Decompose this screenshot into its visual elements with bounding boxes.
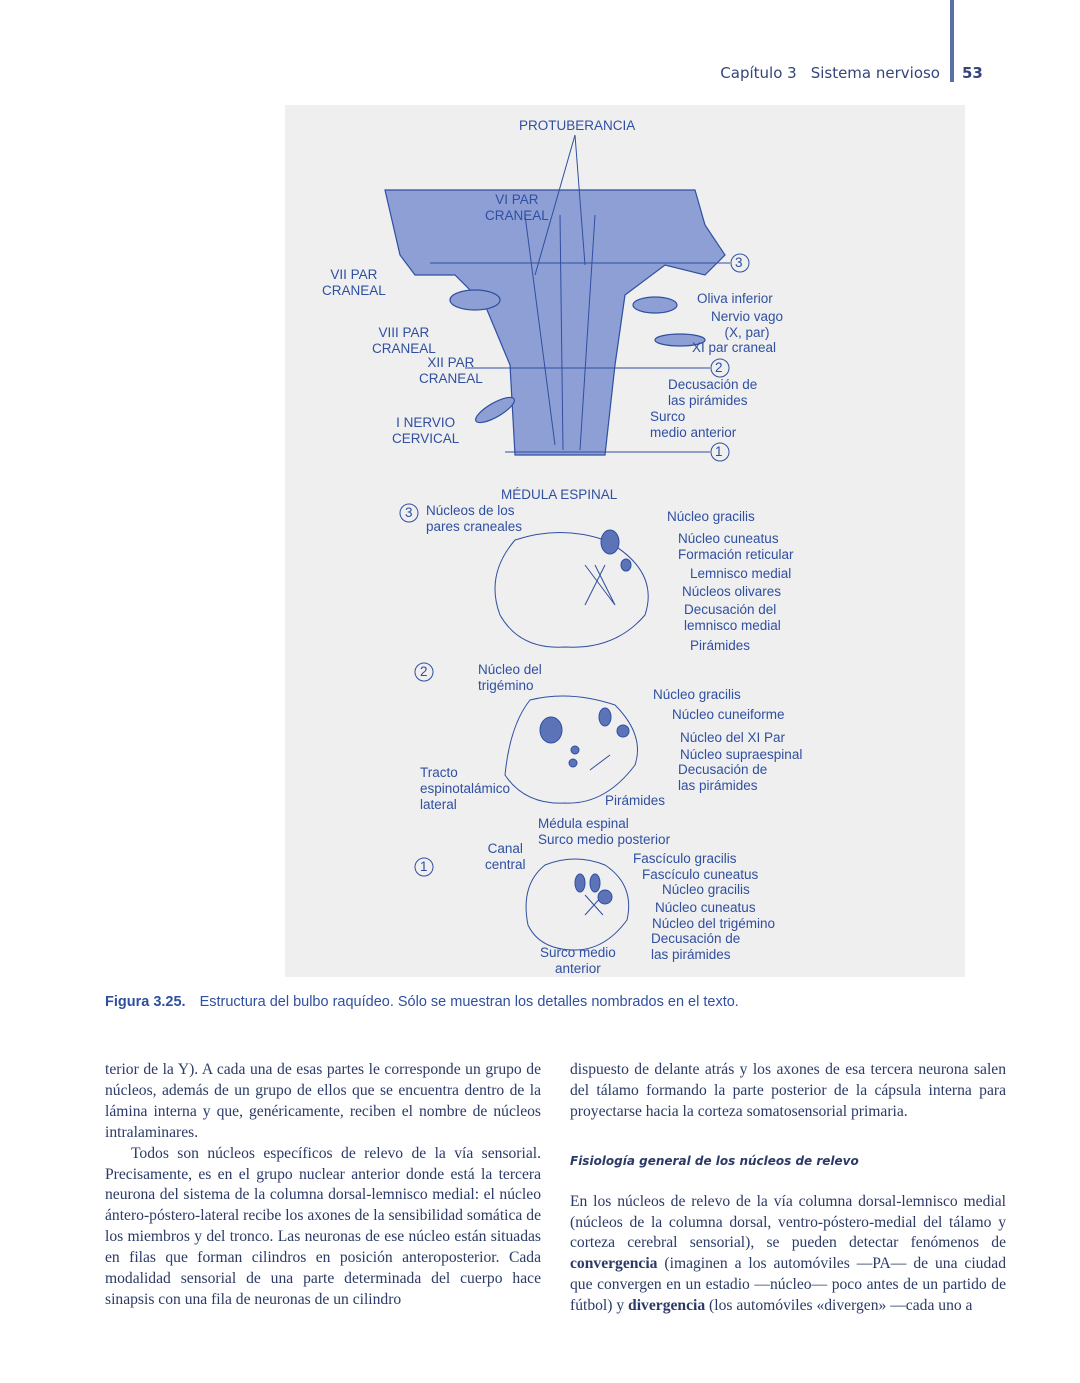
label-s3-gracilis: Núcleo gracilis bbox=[667, 509, 755, 524]
label-s2-supra: Núcleo supraespinal bbox=[680, 747, 803, 762]
section-heading: Fisiología general de los núcleos de relevo bbox=[570, 1153, 859, 1168]
label-s1-surco: Surco medio anterior bbox=[540, 945, 616, 976]
paragraph: dispuesto de delante atrás y los axones de esa tercera neurona salen del tálamo formando la parte posterior de la cápsula interna para proyectarse hacia la corteza somatosensorial primaria. bbox=[570, 1061, 1006, 1120]
term-convergencia: convergencia bbox=[570, 1255, 658, 1273]
section-1-marker: 1 bbox=[420, 859, 428, 874]
label-s2-piramides: Pirámides bbox=[605, 793, 666, 808]
label-s2-tracto: Tracto espinotalámico lateral bbox=[420, 765, 511, 812]
page-number: 53 bbox=[962, 64, 983, 82]
label-oliva-inferior: Oliva inferior bbox=[697, 291, 773, 306]
label-s1-ngracilis: Núcleo gracilis bbox=[662, 882, 750, 897]
label-s2-xi: Núcleo del XI Par bbox=[680, 730, 786, 745]
label-s1-medula: Médula espinal Surco medio posterior bbox=[538, 816, 671, 847]
label-s2-trigemino: Núcleo del trigémino bbox=[478, 662, 542, 693]
caption-label: Figura 3.25. bbox=[105, 994, 186, 1010]
label-i-nervio-cervical: I NERVIO CERVICAL bbox=[392, 415, 460, 446]
paragraph: terior de la Y). A cada una de esas partes le corresponde un grupo de núcleos, además de un grupo de ellos que se encuentra dentro de la lámina interna y que, genéricamente, reciben el nombre de núcleos intralaminares. bbox=[105, 1061, 541, 1141]
figure-medulla-oblongata bbox=[285, 105, 965, 977]
marker-1: 1 bbox=[715, 444, 723, 459]
label-xii-par: XII PAR CRANEAL bbox=[419, 355, 483, 386]
label-decusacion: Decusación de las pirámides bbox=[668, 377, 758, 408]
figure-caption bbox=[105, 994, 739, 1010]
label-s3-olivares: Núcleos olivares bbox=[682, 584, 782, 599]
label-s3-piramides: Pirámides bbox=[690, 638, 751, 653]
label-s3-formacion: Formación reticular bbox=[678, 547, 794, 562]
label-medula-espinal: MÉDULA ESPINAL bbox=[501, 487, 618, 502]
paragraph bbox=[570, 1192, 1006, 1317]
right-column bbox=[570, 1060, 1006, 1317]
label-s3-cuneatus: Núcleo cuneatus bbox=[678, 531, 779, 546]
label-viii-par: VIII PAR CRANEAL bbox=[372, 325, 436, 356]
caption-text: Estructura del bulbo raquídeo. Sólo se muestran los detalles nombrados en el texto. bbox=[199, 994, 739, 1010]
label-xi-par: XI par craneal bbox=[692, 340, 777, 355]
label-s2-gracilis: Núcleo gracilis bbox=[653, 687, 741, 702]
section-2-marker: 2 bbox=[420, 664, 428, 679]
text-run: En los núcleos de relevo de la vía columna dorsal-lemnisco medial (núcleos de la columna dorsal, ventro-póstero-medial del tálamo y corteza cerebral sensorial), se pueden detectar fenómenos de bbox=[570, 1192, 1006, 1252]
paragraph: Todos son núcleos específicos de relevo de la vía sensorial. Precisamente, es en el grupo nuclear anterior donde está la tercera neurona del sistema de la columna dorsal-lemnisco medial: el núcleo ántero-póstero-lateral recibe los axones de la sensibilidad somática de los miembros y del tronco. Las neuronas de ese núcleo están situadas en filas que forman cilindros en posición anteroposterior. Cada modalidad sensorial de una parte determinada del cuerpo hace sinapsis con una fila de neuronas de un cilindro bbox=[105, 1144, 541, 1308]
label-vii-par: VII PAR CRANEAL bbox=[322, 267, 386, 298]
label-s3-lemnisco: Lemnisco medial bbox=[690, 566, 792, 581]
marker-3: 3 bbox=[735, 255, 743, 270]
text-run: (imaginen a los automóviles —PA— de una ciudad que convergen en un estadio —núcleo— poco antes de un partido de fútbol) y bbox=[570, 1255, 1006, 1315]
label-s3-decus: Decusación del lemnisco medial bbox=[684, 602, 781, 633]
label-s1-ncuneatus: Núcleo cuneatus bbox=[655, 900, 756, 915]
label-s1-fcuneatus: Fascículo cuneatus bbox=[642, 867, 759, 882]
label-s1-trigemino: Núcleo del trigémino bbox=[652, 916, 776, 931]
section-3-marker: 3 bbox=[405, 505, 413, 520]
label-s1-decus: Decusación de las pirámides bbox=[651, 931, 741, 962]
label-nervio-vago: Nervio vago (X, par) bbox=[711, 309, 784, 340]
label-surco: Surco medio anterior bbox=[650, 409, 737, 440]
term-divergencia: divergencia bbox=[628, 1297, 706, 1315]
left-column bbox=[105, 1060, 541, 1311]
label-s2-cuneiforme: Núcleo cuneiforme bbox=[672, 707, 785, 722]
label-nucleos-pares: Núcleos de los pares craneales bbox=[426, 503, 523, 534]
section-label: Sistema nervioso bbox=[810, 64, 940, 82]
label-s2-decus: Decusación de las pirámides bbox=[678, 762, 768, 793]
marker-2: 2 bbox=[715, 360, 723, 375]
text-run: (los automóviles «divergen» —cada uno a bbox=[705, 1297, 973, 1315]
chapter-label: Capítulo 3 bbox=[720, 64, 797, 82]
running-header bbox=[706, 64, 940, 82]
label-vi-par: VI PAR CRANEAL bbox=[485, 192, 549, 223]
label-s1-canal: Canal central bbox=[485, 841, 526, 872]
label-protuberancia: PROTUBERANCIA bbox=[519, 118, 636, 133]
page-marker-bar bbox=[950, 0, 954, 82]
label-s1-fgracilis: Fascículo gracilis bbox=[633, 851, 737, 866]
